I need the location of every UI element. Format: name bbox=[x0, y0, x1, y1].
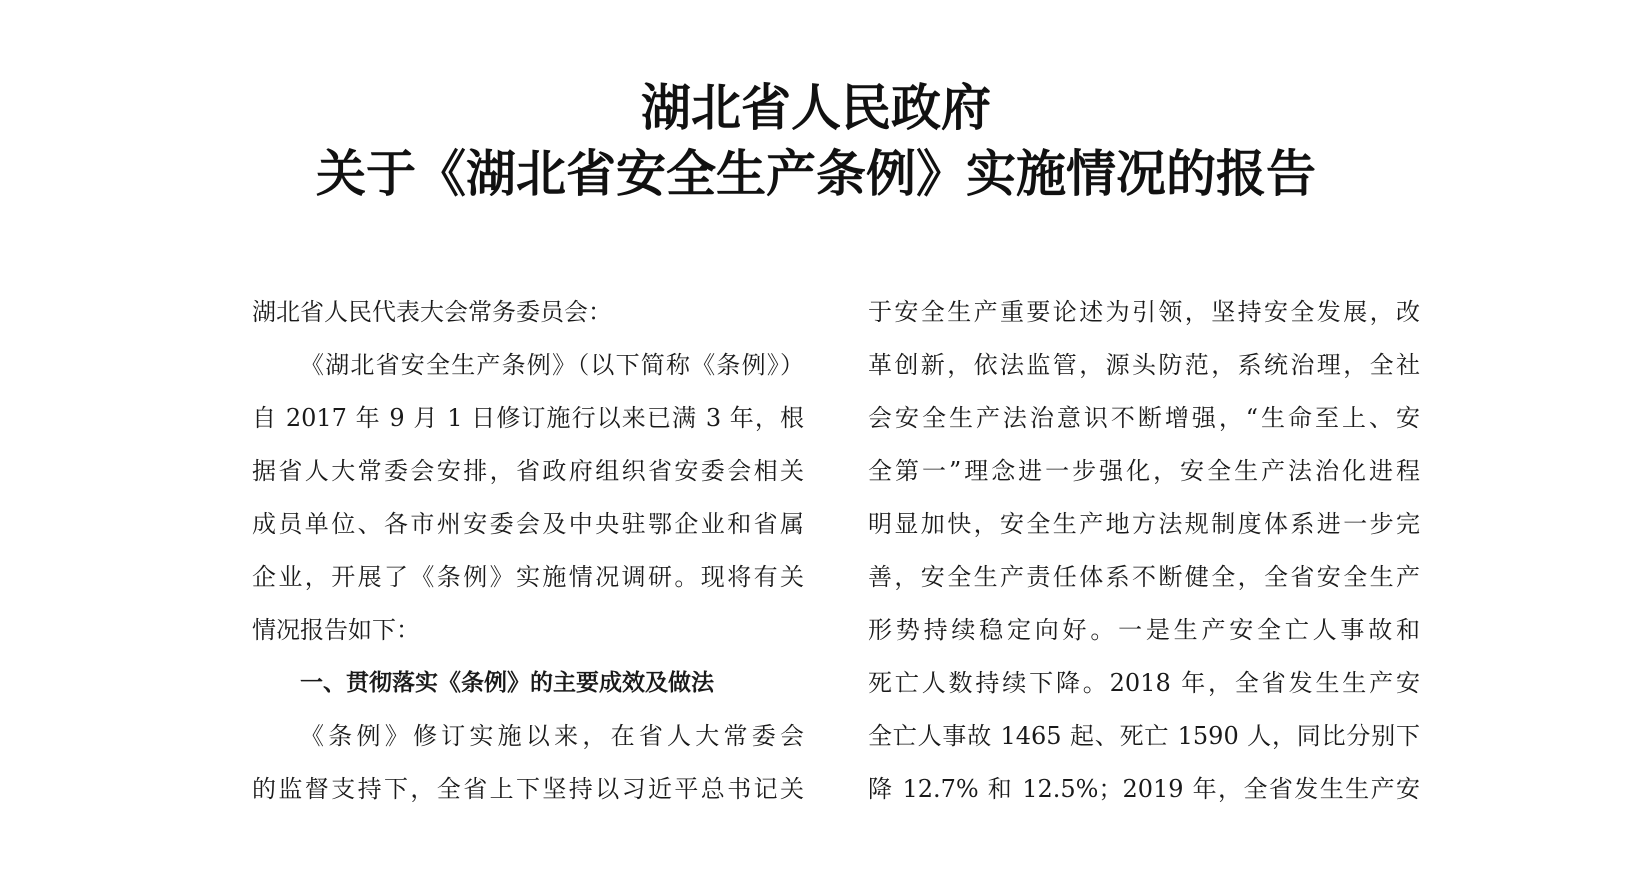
document-title-line2: 关于《湖北省安全生产条例》实施情况的报告 bbox=[316, 144, 1316, 203]
paragraph-line: 善，安全生产责任体系不断健全，全省安全生产 bbox=[868, 563, 1420, 591]
document-title-line1: 湖北省人民政府 bbox=[641, 78, 991, 137]
paragraph-line: 成员单位、各市州安委会及中央驻鄂企业和省属 bbox=[252, 510, 804, 538]
paragraph-line: 自 2017 年 9 月 1 日修订施行以来已满 3 年，根 bbox=[252, 404, 804, 432]
paragraph-line: 情况报告如下： bbox=[252, 616, 420, 644]
paragraph-line: 《湖北省安全生产条例》（以下简称《条例》） bbox=[300, 351, 804, 379]
salutation: 湖北省人民代表大会常务委员会： bbox=[252, 298, 612, 326]
paragraph-line: 降 12.7% 和 12.5%；2019 年，全省发生生产安 bbox=[868, 775, 1420, 803]
paragraph-line: 死亡人数持续下降。2018 年，全省发生生产安 bbox=[868, 669, 1420, 697]
paragraph-line: 形势持续稳定向好。一是生产安全亡人事故和 bbox=[868, 616, 1420, 644]
section-heading: 一、贯彻落实《条例》的主要成效及做法 bbox=[300, 670, 714, 696]
paragraph-line: 据省人大常委会安排，省政府组织省安委会相关 bbox=[252, 457, 804, 485]
paragraph-line: 的监督支持下，全省上下坚持以习近平总书记关 bbox=[252, 775, 804, 803]
right-column bbox=[868, 286, 1420, 816]
left-column bbox=[252, 286, 804, 816]
paragraph-line: 于安全生产重要论述为引领，坚持安全发展，改 bbox=[868, 298, 1420, 326]
paragraph-line: 会安全生产法治意识不断增强，“生命至上、安 bbox=[868, 404, 1420, 432]
paragraph-line: 全亡人事故 1465 起、死亡 1590 人，同比分别下 bbox=[868, 722, 1420, 750]
paragraph-line: 企业，开展了《条例》实施情况调研。现将有关 bbox=[252, 563, 804, 591]
paragraph-line: 全第一”理念进一步强化，安全生产法治化进程 bbox=[868, 457, 1420, 485]
paragraph-line: 《条例》修订实施以来，在省人大常委会 bbox=[300, 722, 804, 750]
paragraph-line: 革创新，依法监管，源头防范，系统治理，全社 bbox=[868, 351, 1420, 379]
paragraph-line: 明显加快，安全生产地方法规制度体系进一步完 bbox=[868, 510, 1420, 538]
